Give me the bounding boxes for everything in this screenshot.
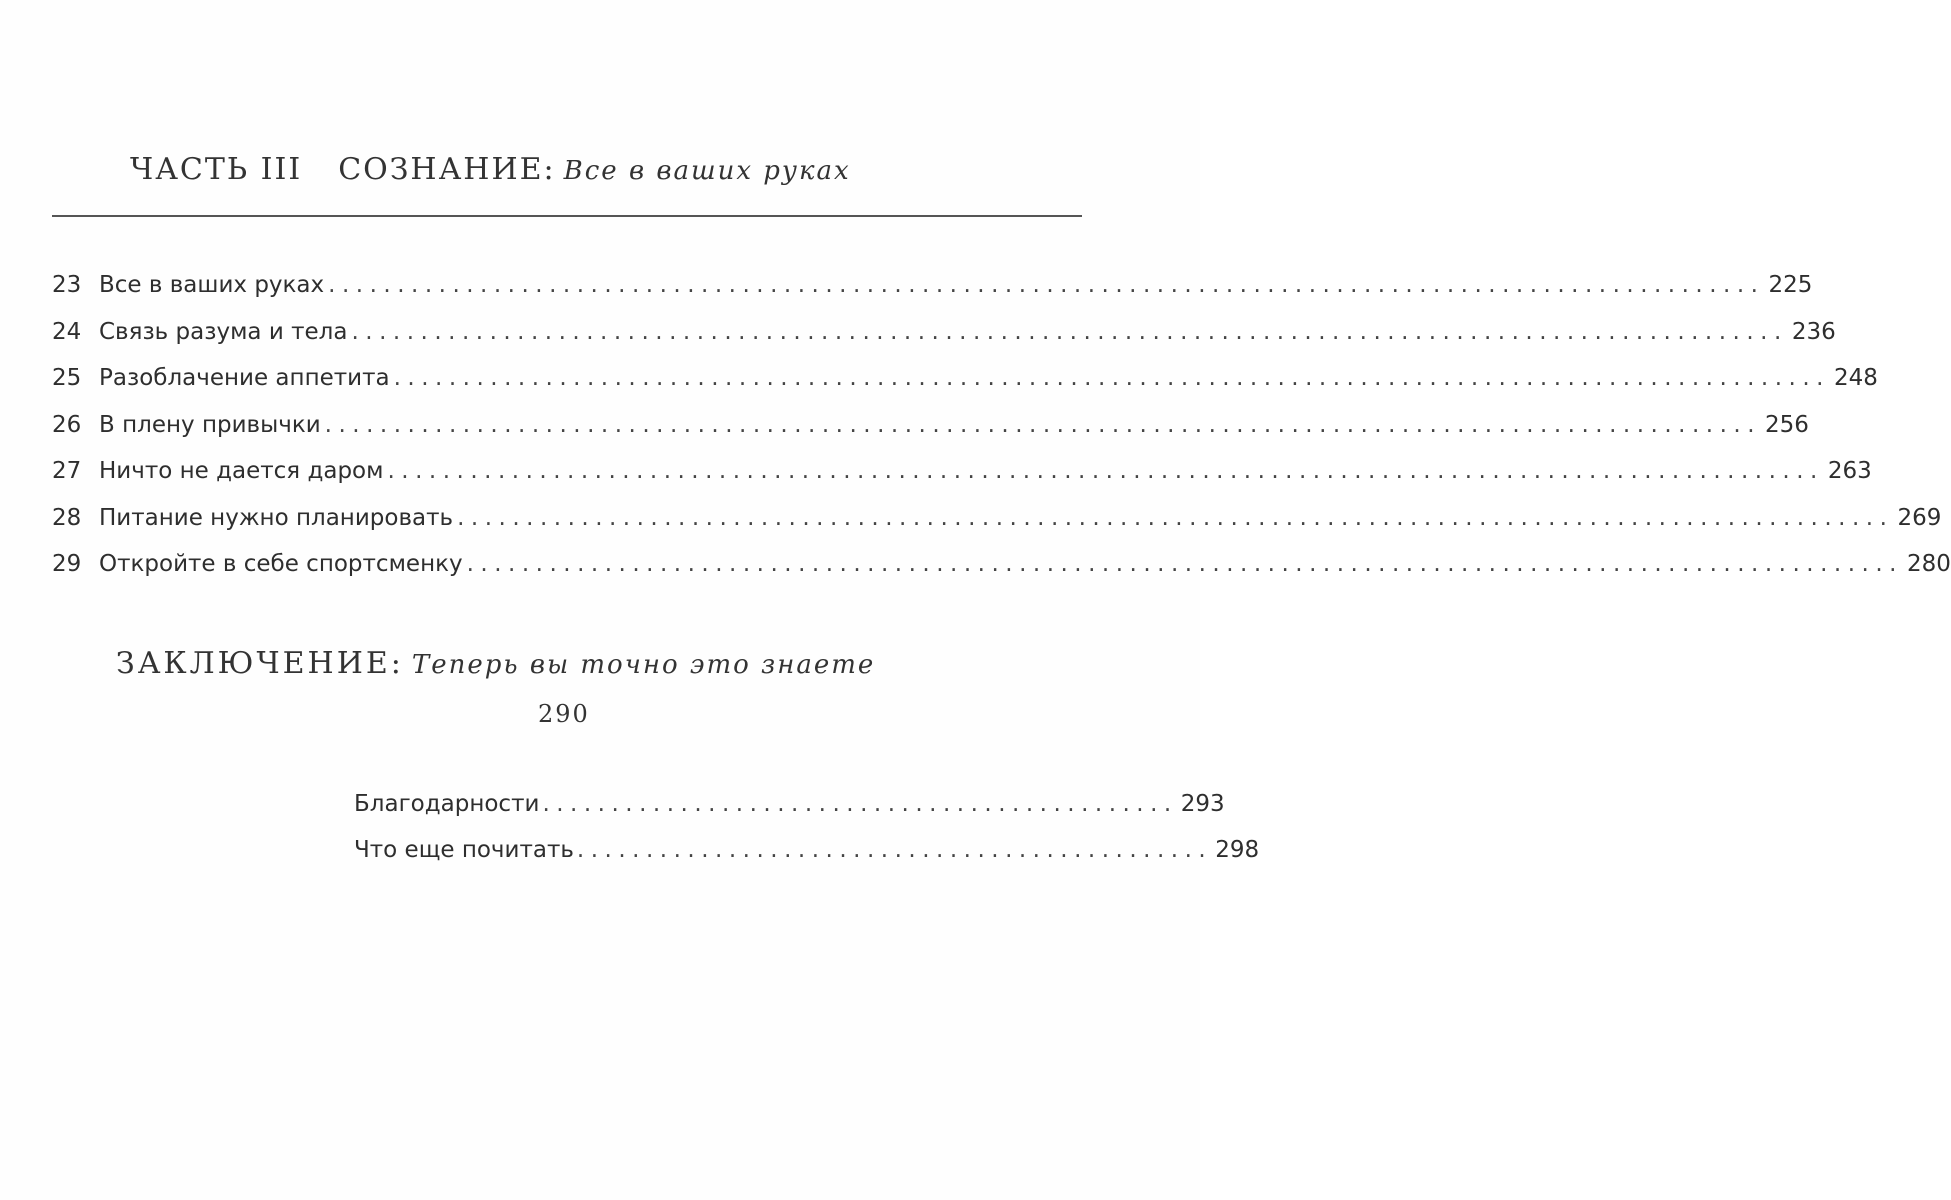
toc-entry [52, 495, 1942, 542]
chapter-page: 263 [1827, 458, 1872, 484]
chapter-page: 280 [1906, 551, 1951, 577]
chapter-title: Все в ваших руках [99, 272, 325, 298]
dot-leader: ........................................................................................................ [351, 318, 1788, 345]
part-subtitle: Все в ваших руках [563, 156, 851, 186]
dot-leader: .............................................. [542, 791, 1178, 817]
toc-entry [52, 541, 1951, 588]
chapter-title: Питание нужно планировать [99, 504, 454, 531]
dot-leader: .............................................. [576, 837, 1213, 863]
back-matter-title: Благодарности [354, 791, 540, 817]
toc-entry [52, 262, 1813, 309]
toc-entry [52, 402, 1809, 449]
conclusion-title: ЗАКЛЮЧЕНИЕ: [116, 646, 404, 681]
part-heading [130, 152, 1030, 187]
toc-entry [52, 309, 1836, 356]
chapter-number: 24 [52, 318, 82, 345]
conclusion-page: 290 [538, 700, 590, 728]
chapter-page: 236 [1791, 318, 1836, 345]
dot-leader: ........................................................................................................ [457, 504, 1894, 531]
back-matter-title: Что еще почитать [354, 837, 574, 863]
chapter-list [52, 262, 1951, 588]
chapter-number: 29 [52, 551, 82, 577]
dot-leader: ........................................................................................................ [387, 458, 1824, 484]
toc-entry [52, 448, 1872, 495]
chapter-page: 269 [1897, 504, 1942, 531]
heading-divider [52, 215, 1082, 217]
part-label: ЧАСТЬ III [130, 152, 303, 187]
back-matter-page: 293 [1180, 791, 1225, 817]
chapter-title: Откройте в себе спортсменку [99, 551, 463, 577]
chapter-title: Ничто не дается даром [99, 458, 384, 484]
chapter-title: Разоблачение аппетита [99, 365, 390, 391]
conclusion-heading [116, 646, 1076, 681]
chapter-number: 25 [52, 365, 82, 391]
conclusion-subtitle: Теперь вы точно это знаете [411, 650, 876, 680]
back-matter-list [354, 781, 1260, 873]
dot-leader: ........................................................................................................ [328, 272, 1765, 298]
dot-leader: ........................................................................................................ [393, 365, 1830, 391]
chapter-title: Связь разума и тела [99, 318, 348, 345]
part-title: СОЗНАНИЕ: [338, 152, 556, 187]
back-matter-page: 298 [1215, 837, 1260, 863]
dot-leader: ........................................................................................................ [466, 551, 1903, 577]
chapter-number: 26 [52, 411, 82, 438]
toc-entry [354, 827, 1260, 873]
chapter-page: 225 [1768, 272, 1813, 298]
chapter-number: 23 [52, 272, 82, 298]
chapter-page: 248 [1833, 365, 1878, 391]
toc-entry [52, 355, 1878, 402]
chapter-number: 27 [52, 458, 82, 484]
dot-leader: ........................................................................................................ [324, 411, 1762, 438]
chapter-page: 256 [1765, 411, 1809, 438]
toc-entry [354, 781, 1225, 827]
chapter-title: В плену привычки [99, 411, 321, 438]
chapter-number: 28 [52, 504, 82, 531]
